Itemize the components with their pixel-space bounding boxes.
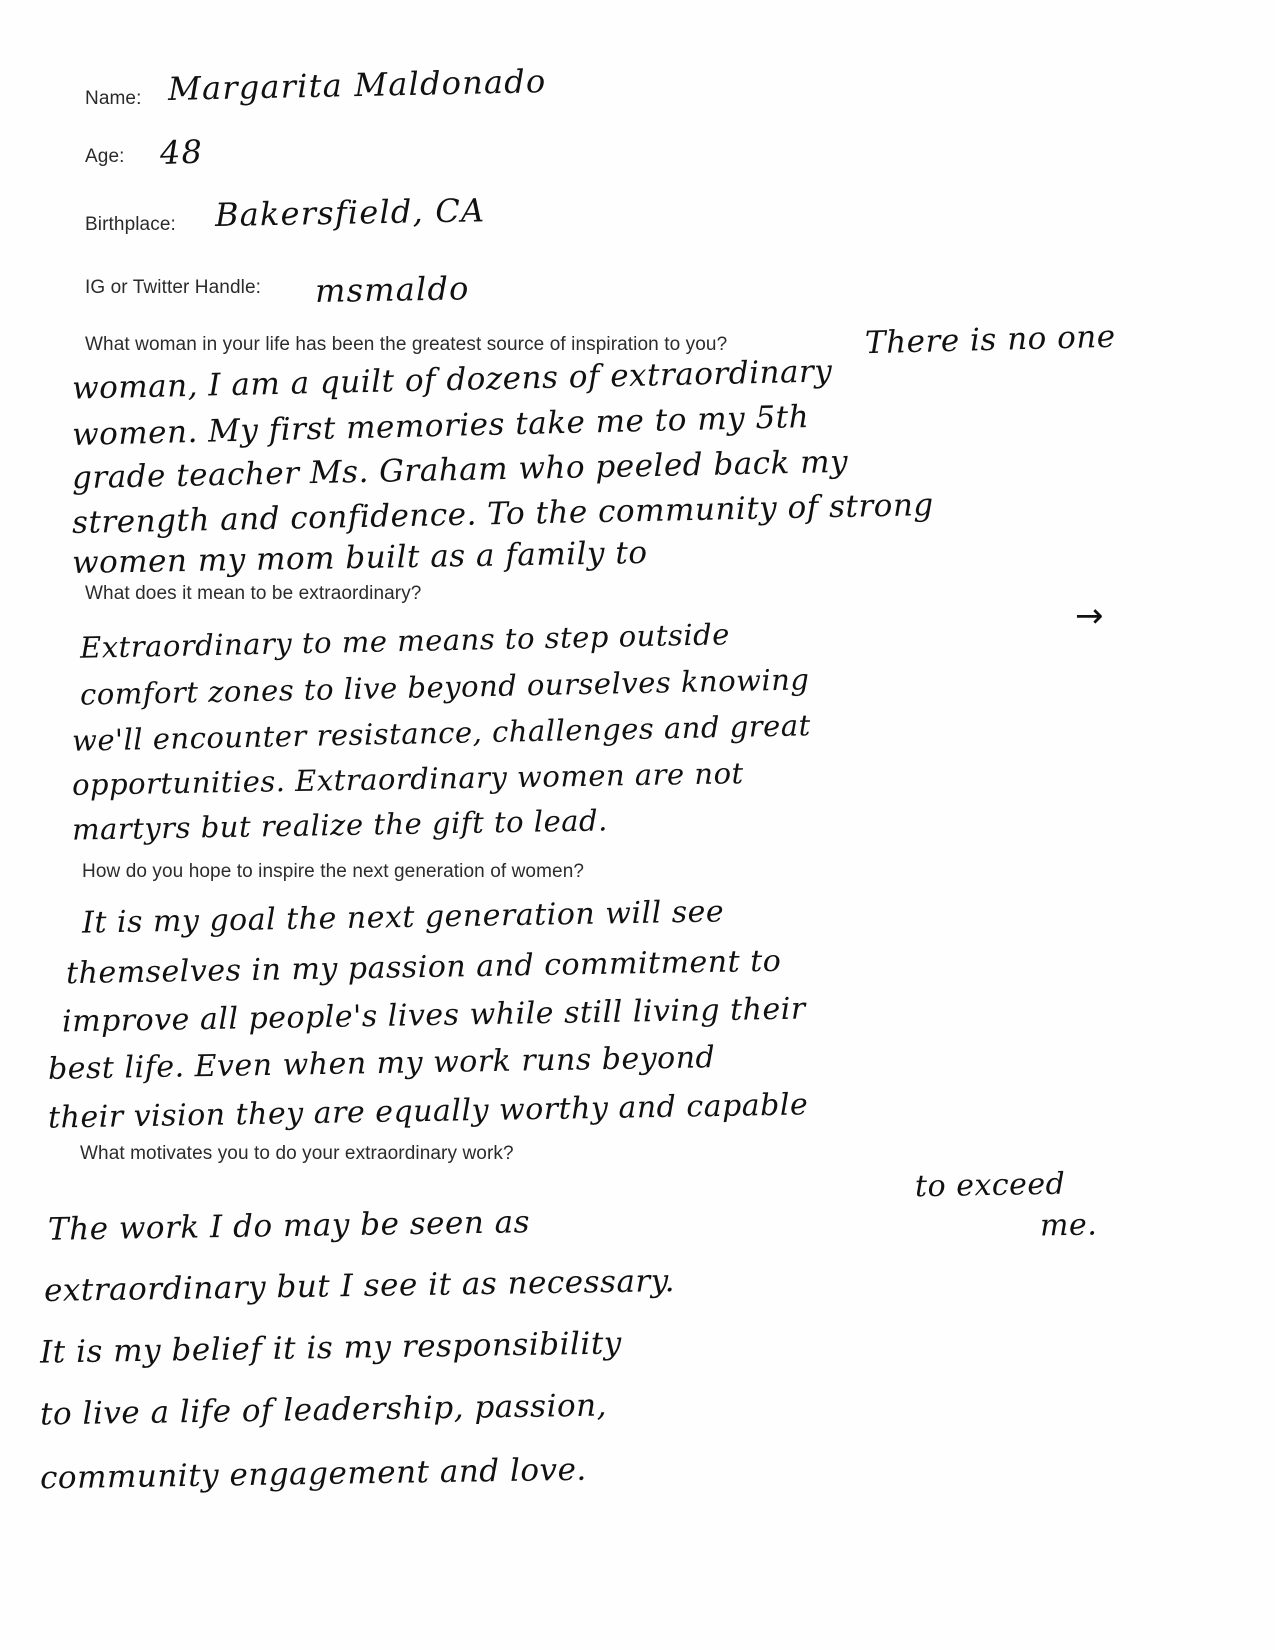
- answer-1-line-6-wrap: [72, 535, 648, 581]
- answer-line: themselves in my passion and commitment to: [65, 943, 782, 992]
- answer-line: grade teacher Ms. Graham who peeled back my: [71, 443, 849, 497]
- answer-3-line-4-wrap: [48, 1040, 716, 1087]
- answer-2-line-1-wrap: [80, 617, 730, 665]
- answer-line: martyrs but realize the gift to lead.: [71, 803, 609, 847]
- answer-line: comfort zones to live beyond ourselves knowing: [79, 662, 810, 712]
- answer-3-line-2-wrap: [66, 944, 782, 991]
- field-label-birthplace: Birthplace:: [85, 214, 176, 235]
- answer-line: There is no one: [864, 318, 1117, 362]
- answer-4-line-4-wrap: [40, 1388, 607, 1433]
- answer-line: improve all people's lives while still living their: [61, 991, 806, 1040]
- answer-4-line-2-wrap: [44, 1263, 675, 1309]
- answer-1-line-2-wrap: [72, 353, 833, 406]
- answer-3-line-1-wrap: [82, 894, 725, 940]
- answer-1-line-5-wrap: [72, 487, 934, 541]
- answer-line: women. My first memories take me to my 5th: [71, 398, 810, 454]
- answer-1-line-3-wrap: [72, 399, 810, 453]
- answer-line: woman, I am a quilt of dozens of extraordinary: [71, 353, 833, 407]
- answer-2-line-4-wrap: [72, 756, 744, 802]
- field-label-name: Name:: [85, 88, 142, 109]
- answer-line: community engagement and love.: [39, 1451, 588, 1497]
- answer-4-line-5-wrap: [40, 1452, 587, 1497]
- answer-line: strength and confidence. To the community of strong: [71, 486, 935, 542]
- answer-4-line-3-wrap: [40, 1325, 622, 1370]
- answer-2-line-3-wrap: [72, 708, 811, 757]
- answer-4-line-1-wrap: [48, 1204, 531, 1248]
- question-prompt-3: How do you hope to inspire the next generation of women?: [82, 861, 585, 882]
- question-prompt-1: What woman in your life has been the greatest source of inspiration to you?: [85, 334, 728, 355]
- answer-line: to exceed: [914, 1166, 1066, 1205]
- answer-line: their vision they are equally worthy and capable: [47, 1087, 809, 1136]
- field-value-age: 48: [159, 132, 204, 172]
- question-prompt-4: What motivates you to do your extraordinary work?: [80, 1143, 514, 1164]
- answer-line: Extraordinary to me means to step outside: [79, 617, 731, 665]
- answer-line: we'll encounter resistance, challenges and great: [71, 708, 812, 758]
- field-value-handle: msmaldo: [314, 269, 470, 310]
- field-label-handle: IG or Twitter Handle:: [85, 277, 261, 298]
- answer-3-line-6-wrap: [915, 1167, 1066, 1205]
- answer-line: The work I do may be seen as: [47, 1204, 531, 1248]
- question-prompt-2: What does it mean to be extraordinary?: [85, 583, 422, 604]
- answer-line: opportunities. Extraordinary women are not: [71, 756, 744, 802]
- answer-3-line-3-wrap: [62, 992, 806, 1040]
- answer-line: to live a life of leadership, passion,: [39, 1387, 608, 1433]
- answer-3-line-7-wrap: [1040, 1208, 1098, 1244]
- answer-line: It is my belief it is my responsibility: [39, 1325, 623, 1371]
- answer-line: women my mom built as a family to: [71, 534, 648, 582]
- field-value-name: Margarita Maldonado: [167, 62, 547, 108]
- answer-line: extraordinary but I see it as necessary.: [43, 1263, 676, 1309]
- answer-2-line-5-wrap: [72, 803, 608, 846]
- answer-3-line-5-wrap: [48, 1087, 809, 1135]
- answer-1-line-4-wrap: [72, 444, 849, 496]
- answer-line: It is my goal the next generation will see: [81, 894, 725, 941]
- answer-line: me.: [1039, 1207, 1098, 1244]
- answer-line: best life. Even when my work runs beyond: [47, 1040, 716, 1087]
- continuation-arrow-icon: →: [1075, 596, 1104, 636]
- field-value-birthplace: Bakersfield, CA: [214, 191, 486, 234]
- answer-1-line-1-wrap: [865, 319, 1117, 362]
- answer-2-line-2-wrap: [80, 662, 810, 711]
- field-label-age: Age:: [85, 146, 125, 167]
